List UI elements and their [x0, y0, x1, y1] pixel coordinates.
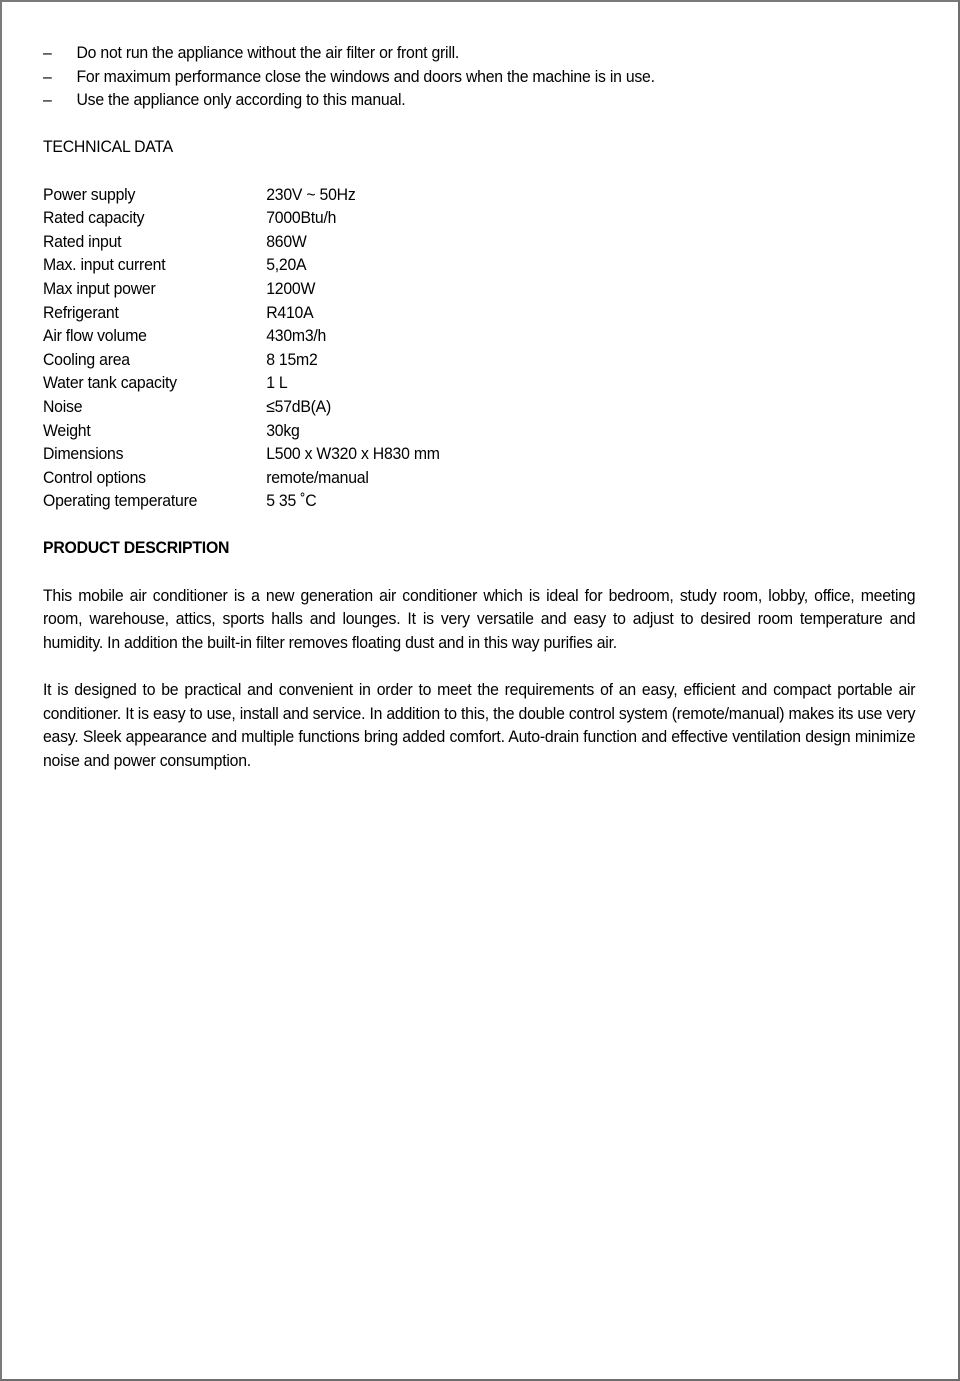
list-item	[43, 65, 915, 89]
spacer	[43, 112, 915, 136]
description-paragraph: It is designed to be practical and convenient in order to meet the requirements of an easy, efficient and compact portable air conditioner. It is easy to use, install and service. In addition to this, the double control system (remote/manual) makes its use very easy. Sleek appearance and multiple functions bring added comfort. Auto-drain function and effective ventilation design minimize noise and power consumption.	[43, 680, 916, 770]
list-item	[43, 88, 915, 112]
table-row	[43, 324, 440, 348]
spec-label: Noise	[43, 396, 83, 416]
spec-label: Rated input	[43, 231, 122, 251]
spec-label: Control options	[43, 467, 146, 487]
spec-label: Power supply	[43, 184, 136, 204]
table-row	[43, 253, 440, 277]
spec-label: Max. input current	[43, 255, 166, 275]
spec-value: 5 35 ˚C	[266, 491, 317, 511]
spec-value: ≤57dB(A)	[266, 396, 332, 416]
list-dash: –	[43, 43, 52, 62]
spec-label: Refrigerant	[43, 302, 119, 322]
spec-value: 430m3/h	[266, 326, 327, 346]
table-row	[43, 277, 440, 301]
table-row	[43, 230, 440, 254]
spec-value: L500 x W320 x H830 mm	[266, 444, 440, 464]
table-row	[43, 371, 440, 395]
spec-value: 5,20A	[266, 255, 307, 275]
table-row	[43, 348, 440, 372]
spec-value: 8 15m2	[266, 349, 318, 369]
list-dash: –	[43, 90, 52, 110]
note-text: Use the appliance only according to this manual.	[76, 90, 406, 110]
spec-label: Water tank capacity	[43, 373, 177, 393]
spec-value: 1 L	[266, 373, 288, 393]
note-text: Do not run the appliance without the air filter or front grill.	[76, 43, 460, 62]
spec-value: 230V ~ 50Hz	[266, 184, 356, 204]
technical-data-table	[43, 183, 440, 513]
safety-notes-list	[43, 41, 915, 112]
product-description-heading: PRODUCT DESCRIPTION	[43, 538, 230, 558]
technical-data-heading: TECHNICAL DATA	[43, 137, 173, 157]
spec-value: 7000Btu/h	[266, 208, 337, 228]
list-dash: –	[43, 66, 52, 86]
spec-value: remote/manual	[266, 467, 369, 487]
spec-value: R410A	[266, 302, 314, 322]
spec-label: Air flow volume	[43, 326, 147, 346]
spacer	[43, 560, 915, 584]
spacer	[43, 513, 915, 537]
description-paragraph: This mobile air conditioner is a new generation air conditioner which is ideal for bedroom, study room, lobby, office, meeting room, warehouse, attics, sports halls and lounges. It is very versatile and easy to adjust to desired room temperature and humidity. In addition the built-in filter removes floating dust and in this way purifies air.	[43, 585, 916, 652]
spec-label: Operating temperature	[43, 491, 198, 511]
spec-label: Weight	[43, 420, 91, 440]
spec-value: 1200W	[266, 278, 316, 298]
table-row	[43, 466, 440, 490]
table-row	[43, 489, 440, 513]
spec-value: 30kg	[266, 420, 300, 440]
table-row	[43, 183, 440, 207]
document-content	[43, 41, 915, 772]
spacer	[43, 654, 915, 678]
spec-value: 860W	[266, 231, 307, 251]
list-item	[43, 41, 915, 65]
table-row	[43, 419, 440, 443]
table-row	[43, 442, 440, 466]
table-row	[43, 206, 440, 230]
spacer	[43, 159, 915, 183]
spec-label: Dimensions	[43, 444, 124, 464]
table-row	[43, 395, 440, 419]
spec-label: Cooling area	[43, 349, 130, 369]
note-text: For maximum performance close the windows and doors when the machine is in use.	[76, 66, 655, 86]
table-row	[43, 301, 440, 325]
spec-label: Max input power	[43, 278, 156, 298]
spec-label: Rated capacity	[43, 208, 145, 228]
